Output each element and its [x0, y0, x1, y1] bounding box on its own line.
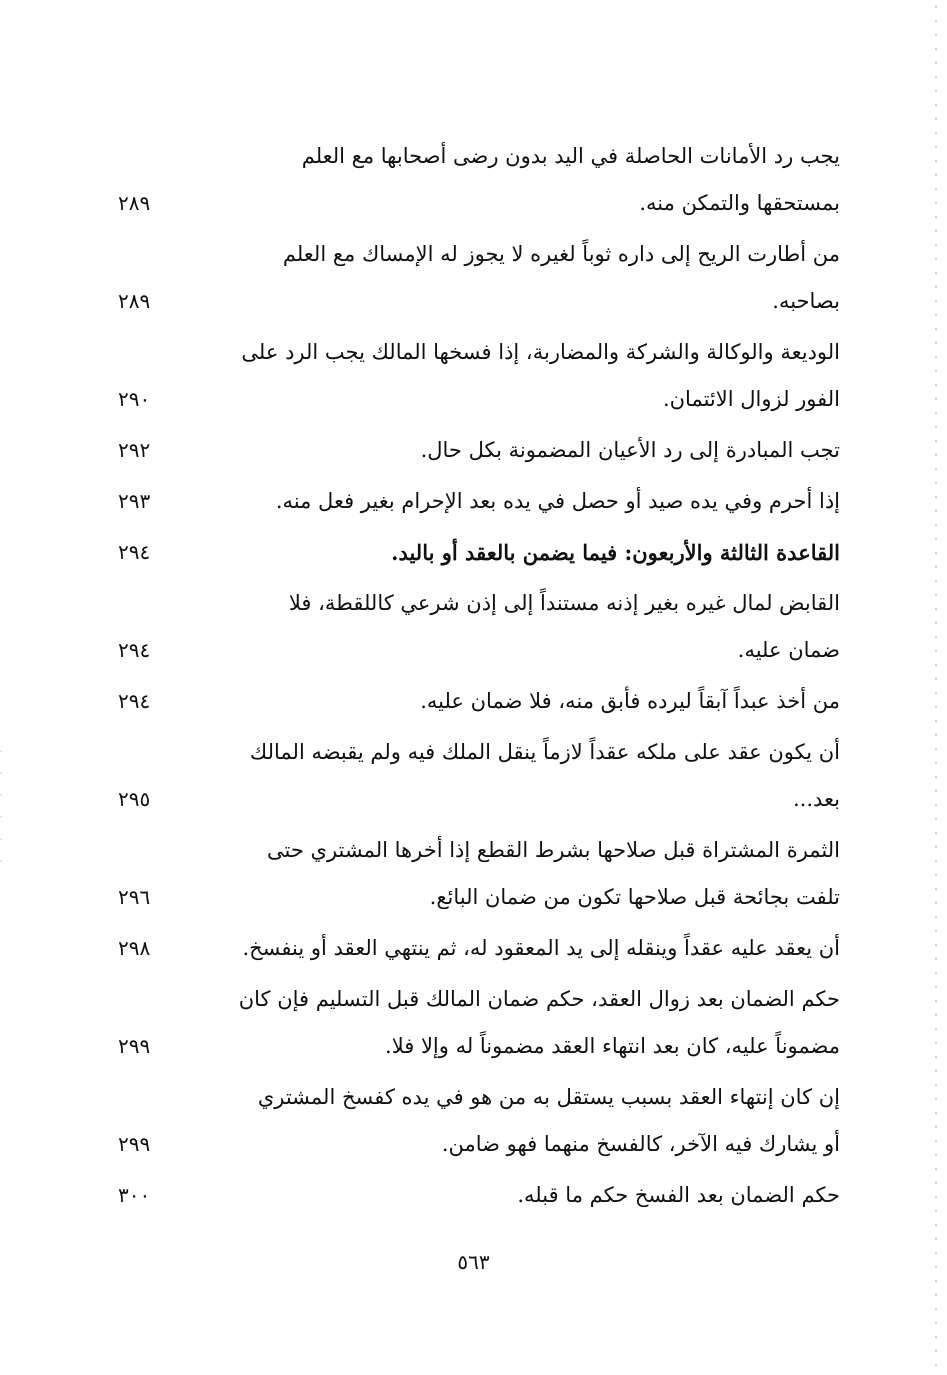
index-entry: [118, 976, 840, 1070]
section-heading: القاعدة الثالثة والأربعون: فيما يضمن بالعقد أو باليد.: [391, 540, 840, 565]
index-entry: [118, 729, 840, 823]
entry-text: من أطارت الريح إلى داره ثوباً لغيره لا يجوز له الإمساك مع العلم بصاحبه.: [282, 242, 840, 313]
entry-page-number: ٢٩٨: [118, 936, 151, 960]
entry-text: حكم الضمان بعد الفسخ حكم ما قبله.: [517, 1183, 840, 1207]
index-entry: [118, 1172, 840, 1219]
index-entry: [118, 478, 840, 525]
entry-page-number: ٢٩٤: [118, 638, 151, 662]
entry-page-number: ٣٠٠: [118, 1183, 151, 1207]
index-entry: [118, 427, 840, 474]
index-entry: [118, 678, 840, 725]
entry-text: الثمرة المشتراة قبل صلاحها بشرط القطع إذا أخرها المشتري حتى تلفت بجائحة قبل صلاحها تكون من ضمان البائع.: [267, 838, 840, 909]
entry-page-number: ٢٩٤: [118, 689, 151, 713]
index-entry: [118, 827, 840, 921]
scan-edge-marks-left: [0, 740, 2, 880]
entry-page-number: ٢٩٠: [118, 387, 151, 411]
entry-page-number: ٢٩٤: [118, 540, 151, 564]
index-entry: [118, 529, 840, 576]
scan-edge-marks: [935, 0, 937, 1375]
entry-text: إن كان إنتهاء العقد بسبب يستقل به من هو في يده كفسخ المشتري أو يشارك فيه الآخر، كالفسخ منهما فهو ضامن.: [257, 1085, 840, 1156]
entry-text: من أخذ عبداً آبقاً ليرده فأبق منه، فلا ضمان عليه.: [420, 689, 840, 713]
entry-page-number: ٢٩٢: [118, 438, 151, 462]
index-entry: [118, 329, 840, 423]
entry-page-number: ٢٩٩: [118, 1132, 151, 1156]
entry-text: أن يكون عقد على ملكه عقداً لازماً ينقل الملك فيه ولم يقبضه المالك بعد...: [249, 740, 840, 811]
entry-text: القابض لمال غيره بغير إذنه مستنداً إلى إذن شرعي كاللقطة، فلا ضمان عليه.: [288, 591, 840, 662]
entry-page-number: ٢٩٩: [118, 1034, 151, 1058]
index-entry: [118, 1074, 840, 1168]
entry-text: حكم الضمان بعد زوال العقد، حكم ضمان المالك قبل التسليم فإن كان مضموناً عليه، كان بعد انتهاء العقد مضموناً له وإلا فلا.: [238, 987, 840, 1058]
index-entry: [118, 580, 840, 674]
entry-page-number: ٢٩٦: [118, 885, 151, 909]
index-entry: [118, 133, 840, 227]
entry-text: أن يعقد عليه عقداً وينقله إلى يد المعقود له، ثم ينتهي العقد أو ينفسخ.: [242, 936, 840, 960]
index-list: [118, 133, 840, 1223]
index-entry: [118, 925, 840, 972]
entry-page-number: ٢٨٩: [118, 191, 151, 215]
entry-page-number: ٢٨٩: [118, 289, 151, 313]
entry-page-number: ٢٩٣: [118, 489, 151, 513]
entry-text: تجب المبادرة إلى رد الأعيان المضمونة بكل حال.: [420, 438, 840, 462]
page-number: ٥٦٣: [457, 1250, 490, 1274]
entry-page-number: ٢٩٥: [118, 787, 151, 811]
entry-text: يجب رد الأمانات الحاصلة في اليد بدون رضى أصحابها مع العلم بمستحقها والتمكن منه.: [301, 144, 840, 215]
entry-text: إذا أحرم وفي يده صيد أو حصل في يده بعد الإحرام بغير فعل منه.: [275, 489, 840, 513]
entry-text: الوديعة والوكالة والشركة والمضاربة، إذا فسخها المالك يجب الرد على الفور لزوال الائتمان.: [241, 340, 840, 411]
index-entry: [118, 231, 840, 325]
